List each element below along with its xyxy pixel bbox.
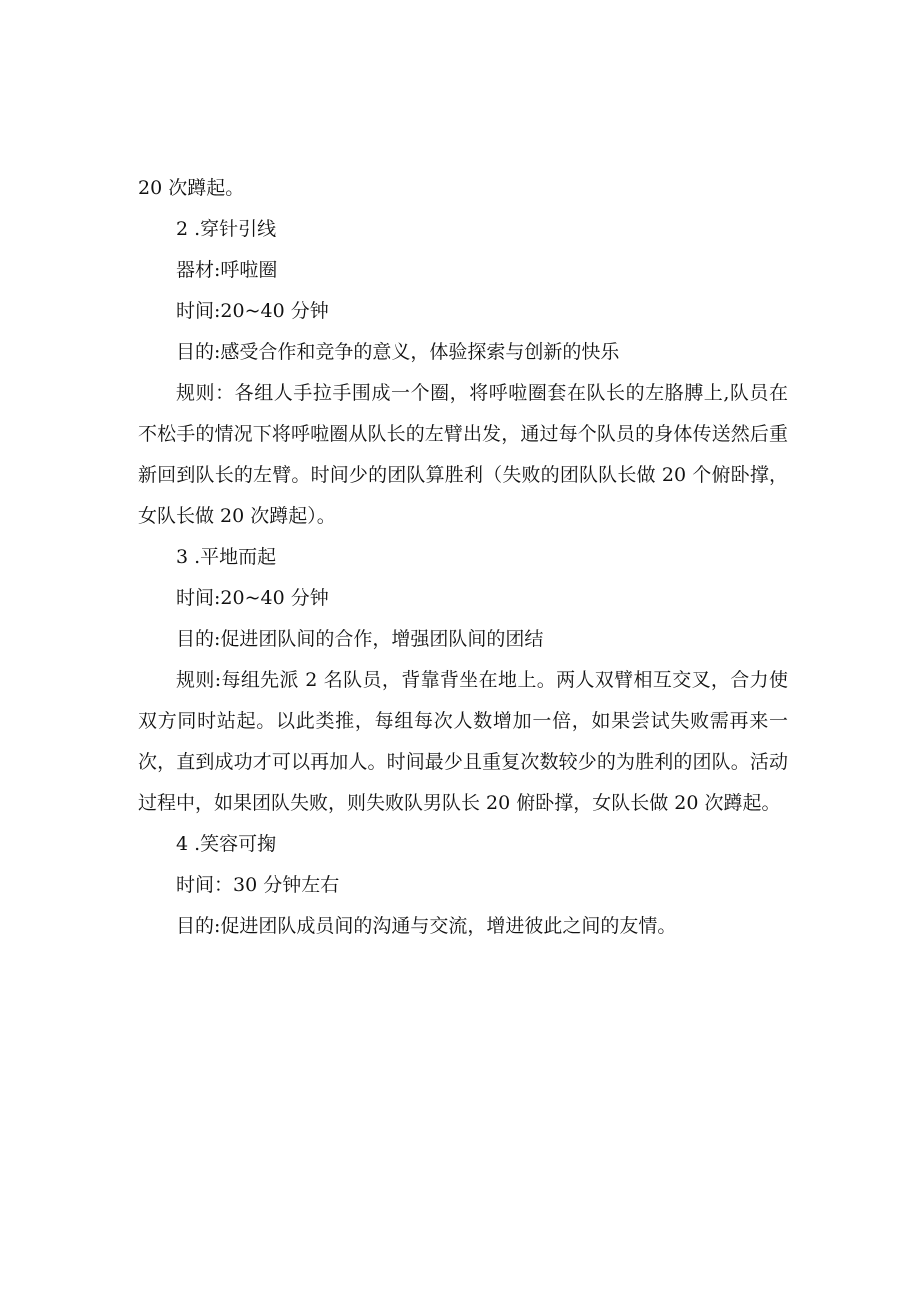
time-line: 时间:20~40 分钟 — [176, 300, 329, 322]
time-line: 时间：30 分钟左右 — [176, 874, 340, 896]
section-heading-2: 2 .穿针引线 — [176, 218, 277, 240]
time-line: 时间:20~40 分钟 — [176, 587, 329, 609]
rules-paragraph: 规则：各组人手拉手围成一个圈，将呼啦圈套在队长的左胳膊上,队员在不松手的情况下将呼啦圈从队长的左臂出发，通过每个队员的身体传送然后重新回到队长的左臂。时间少的团队算胜利（失败的团队队长做 20 个俯卧撑，女队长做 20 次蹲起）。 — [138, 382, 788, 527]
section-heading-4: 4 .笑容可掬 — [176, 833, 277, 855]
paragraph-continuation: 20 次蹲起。 — [138, 177, 245, 199]
section-heading-3: 3 .平地而起 — [176, 546, 277, 568]
equipment-line: 器材:呼啦圈 — [176, 259, 278, 281]
purpose-line: 目的:促进团队间的合作，增强团队间的团结 — [176, 628, 544, 650]
purpose-line: 目的:促进团队成员间的沟通与交流，增进彼此之间的友情。 — [176, 915, 677, 937]
purpose-line: 目的:感受合作和竞争的意义，体验探索与创新的快乐 — [176, 341, 620, 363]
rules-paragraph: 规则:每组先派 2 名队员，背靠背坐在地上。两人双臂相互交叉，合力使双方同时站起。以此类推，每组每次人数增加一倍，如果尝试失败需再来一次，直到成功才可以再加人。时间最少且重复次数较少的为胜利的团队。活动过程中，如果团队失败，则失败队男队长 20 俯卧撑，女队长做 20 次蹲起。 — [138, 669, 788, 814]
document-body — [138, 168, 788, 947]
